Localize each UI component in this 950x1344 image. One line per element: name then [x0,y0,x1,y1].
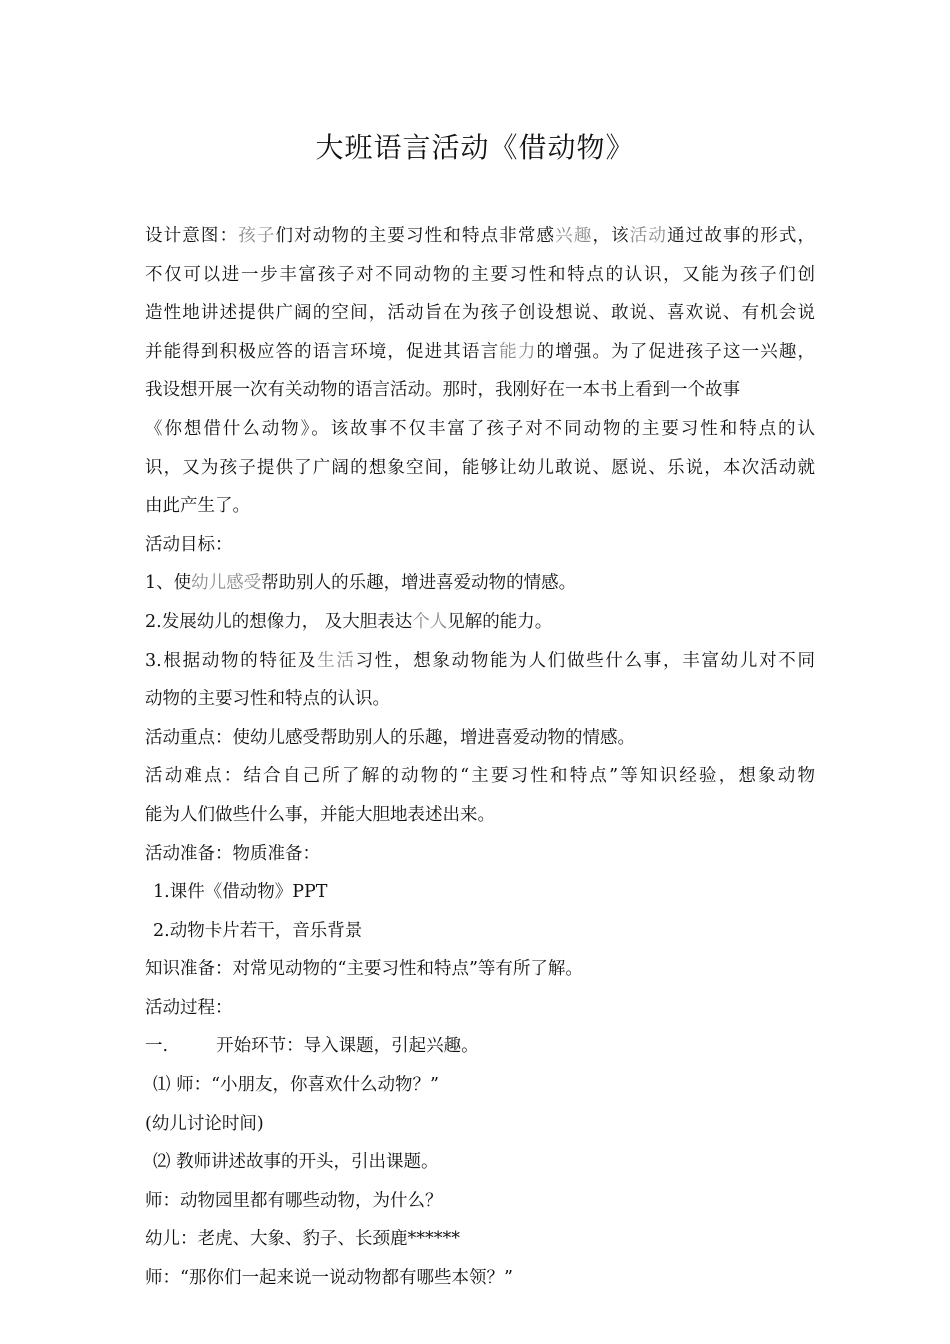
page-title: 大班语言活动《借动物》 [315,131,635,164]
goal-1: 1、使幼儿感受帮助别人的乐趣，增进喜爱动物的情感。 [145,573,577,594]
document-body [145,217,815,1298]
intent-line-4: 并能得到积极应答的语言环境，促进其语言能力的增强。为了促进孩子这一兴趣， [145,341,816,362]
knowledge-preparation: 知识准备：对常见动物的“主要习性和特点”等有所了解。 [145,959,583,980]
goal-3-continued: 动物的主要习性和特点的认识。 [145,689,390,710]
process-step-1 [145,1027,815,1066]
step-number: 一. [145,1036,169,1057]
preparation-item-1: 1.课件《借动物》PPT [153,882,328,903]
question-1: ⑴ 师：“小朋友，你喜欢什么动物？” [153,1075,439,1096]
intent-line-6: 《你想借什么动物》。该故事不仅丰富了孩子对不同动物的主要习性和特点的认 [145,418,815,439]
key-point: 活动重点：使幼儿感受帮助别人的乐趣，增进喜爱动物的情感。 [145,727,635,748]
discussion-note: (幼儿讨论时间) [145,1113,264,1134]
goal-3: 3.根据动物的特征及生活习性，想象动物能为人们做些什么事，丰富幼儿对不同 [145,650,816,671]
difficulty-line-2: 能为人们做些什么事，并能大胆地表述出来。 [145,804,495,825]
intent-line-5: 我设想开展一次有关动物的语言活动。那时，我刚好在一本书上看到一个故事 [145,380,740,401]
difficulty-line-1: 活动难点：结合自己所了解的动物的“主要习性和特点”等知识经验，想象动物 [145,766,815,787]
intent-line-3: 造性地讲述提供广阔的空间，活动旨在为孩子创设想说、敢说、喜欢说、有机会说 [145,303,815,324]
goals-heading: 活动目标： [145,534,233,555]
process-heading: 活动过程： [145,997,233,1018]
preparation-heading: 活动准备：物质准备： [145,843,320,864]
intent-line-2: 不仅可以进一步丰富孩子对不同动物的主要习性和特点的认识，又能为孩子们创 [145,264,815,285]
question-2: ⑵ 教师讲述故事的开头，引出课题。 [153,1152,439,1173]
intent-line-7: 识，又为孩子提供了广阔的想象空间，能够让幼儿敢说、愿说、乐说，本次活动就 [145,457,815,478]
child-line-1: 幼儿：老虎、大象、豹子、长颈鹿****** [145,1229,460,1250]
preparation-item-2: 2.动物卡片若干，音乐背景 [153,920,363,941]
intent-line-8: 由此产生了。 [145,496,250,517]
step-text: 开始环节：导入课题，引起兴趣。 [216,1036,479,1057]
goal-2: 2.发展幼儿的想像力， 及大胆表达个人见解的能力。 [145,611,553,632]
intent-line-1: 设计意图：孩子们对动物的主要习性和特点非常感兴趣，该活动通过故事的形式， [145,226,816,246]
teacher-line-1: 师：动物园里都有哪些动物，为什么？ [145,1190,443,1211]
teacher-line-2: 师：“那你们一起来说一说动物都有哪些本领？” [145,1268,513,1289]
